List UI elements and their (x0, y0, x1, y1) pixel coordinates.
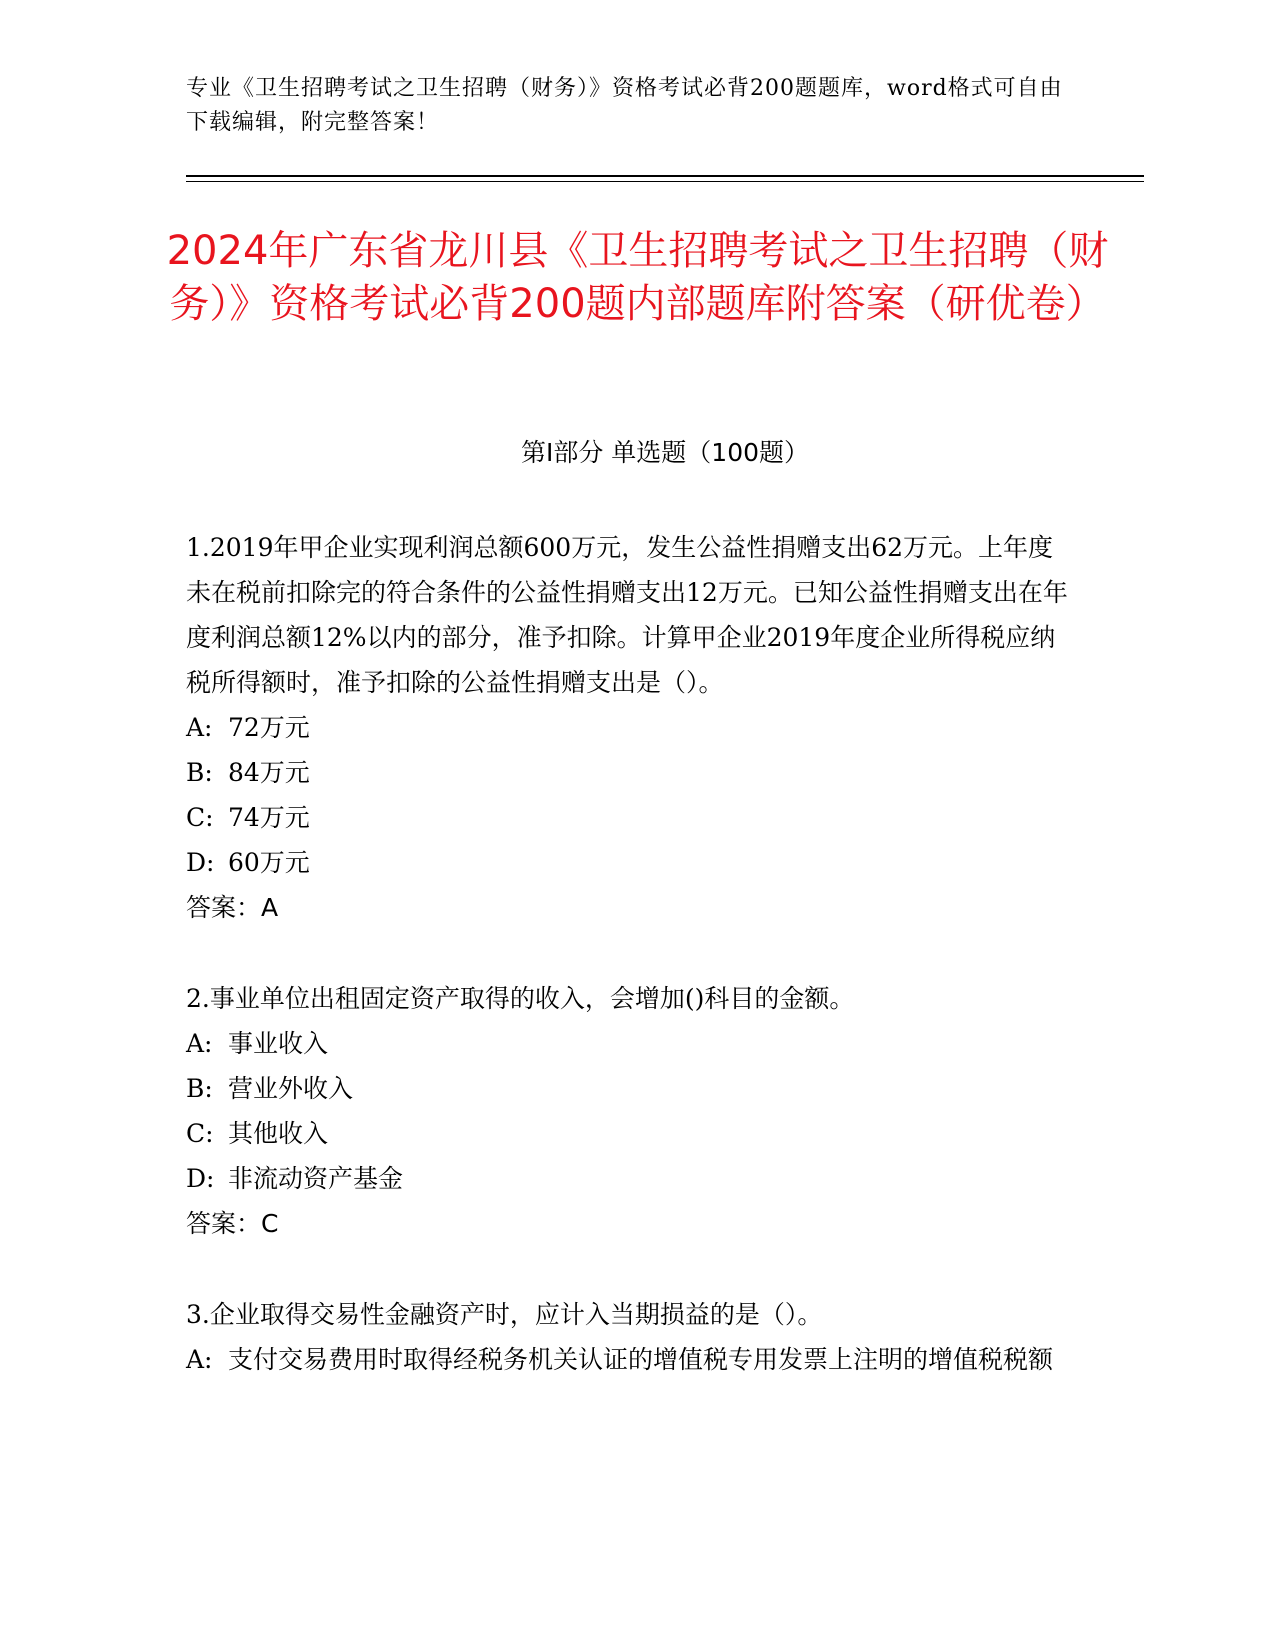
option-d (186, 840, 1076, 885)
option-letter: D: (186, 848, 215, 877)
option-a (186, 705, 1076, 750)
option-text: 60万元 (228, 848, 310, 877)
option-text: 非流动资产基金 (228, 1164, 404, 1193)
option-text: 84万元 (228, 758, 310, 787)
option-text: 支付交易费用时取得经税务机关认证的增值税专用发票上注明的增值税税额 (228, 1345, 1054, 1374)
option-letter: A: (186, 713, 213, 742)
option-b (186, 750, 1076, 795)
answer-line: 答案：A (186, 893, 279, 922)
question-list (186, 525, 1076, 1428)
question-stem: 2.事业单位出租固定资产取得的收入，会增加()科目的金额。 (186, 984, 855, 1013)
option-text: 其他收入 (228, 1119, 329, 1148)
option-letter: C: (186, 803, 214, 832)
option-letter: A: (186, 1029, 213, 1058)
question-stem: 1.2019年甲企业实现利润总额600万元，发生公益性捐赠支出62万元。上年度未在税前扣除完的符合条件的公益性捐赠支出12万元。已知公益性捐赠支出在年度利润总额12%以内的部分，准予扣除。计算甲企业2019年度企业所得税应纳税所得额时，准予扣除的公益性捐赠支出是（）。 (186, 533, 1068, 697)
option-text: 72万元 (228, 713, 310, 742)
option-d (186, 1156, 1076, 1201)
option-letter: D: (186, 1164, 215, 1193)
option-letter: A: (186, 1345, 213, 1374)
question-stem: 3.企业取得交易性金融资产时，应计入当期损益的是（）。 (186, 1300, 823, 1329)
option-c (186, 795, 1076, 840)
header-divider-thin (186, 181, 1144, 182)
option-b (186, 1066, 1076, 1111)
question-1 (186, 525, 1076, 930)
answer-line: 答案：C (186, 1209, 279, 1238)
document-title: 2024年广东省龙川县《卫生招聘考试之卫生招聘（财务）》资格考试必背200题内部题库附答案（研优卷） (166, 228, 1109, 327)
option-c (186, 1111, 1076, 1156)
header-divider-thick (186, 175, 1144, 177)
question-3 (186, 1292, 1076, 1382)
option-text: 营业外收入 (228, 1074, 354, 1103)
option-a (186, 1337, 1076, 1382)
option-text: 74万元 (228, 803, 310, 832)
option-text: 事业收入 (228, 1029, 329, 1058)
option-letter: B: (186, 1074, 213, 1103)
option-letter: C: (186, 1119, 214, 1148)
header-note: 专业《卫生招聘考试之卫生招聘（财务）》资格考试必背200题题库，word格式可自由下载编辑，附完整答案！ (186, 76, 1063, 135)
question-2 (186, 976, 1076, 1246)
section-heading: 第Ⅰ部分 单选题（100题） (520, 438, 810, 467)
option-a (186, 1021, 1076, 1066)
option-letter: B: (186, 758, 213, 787)
